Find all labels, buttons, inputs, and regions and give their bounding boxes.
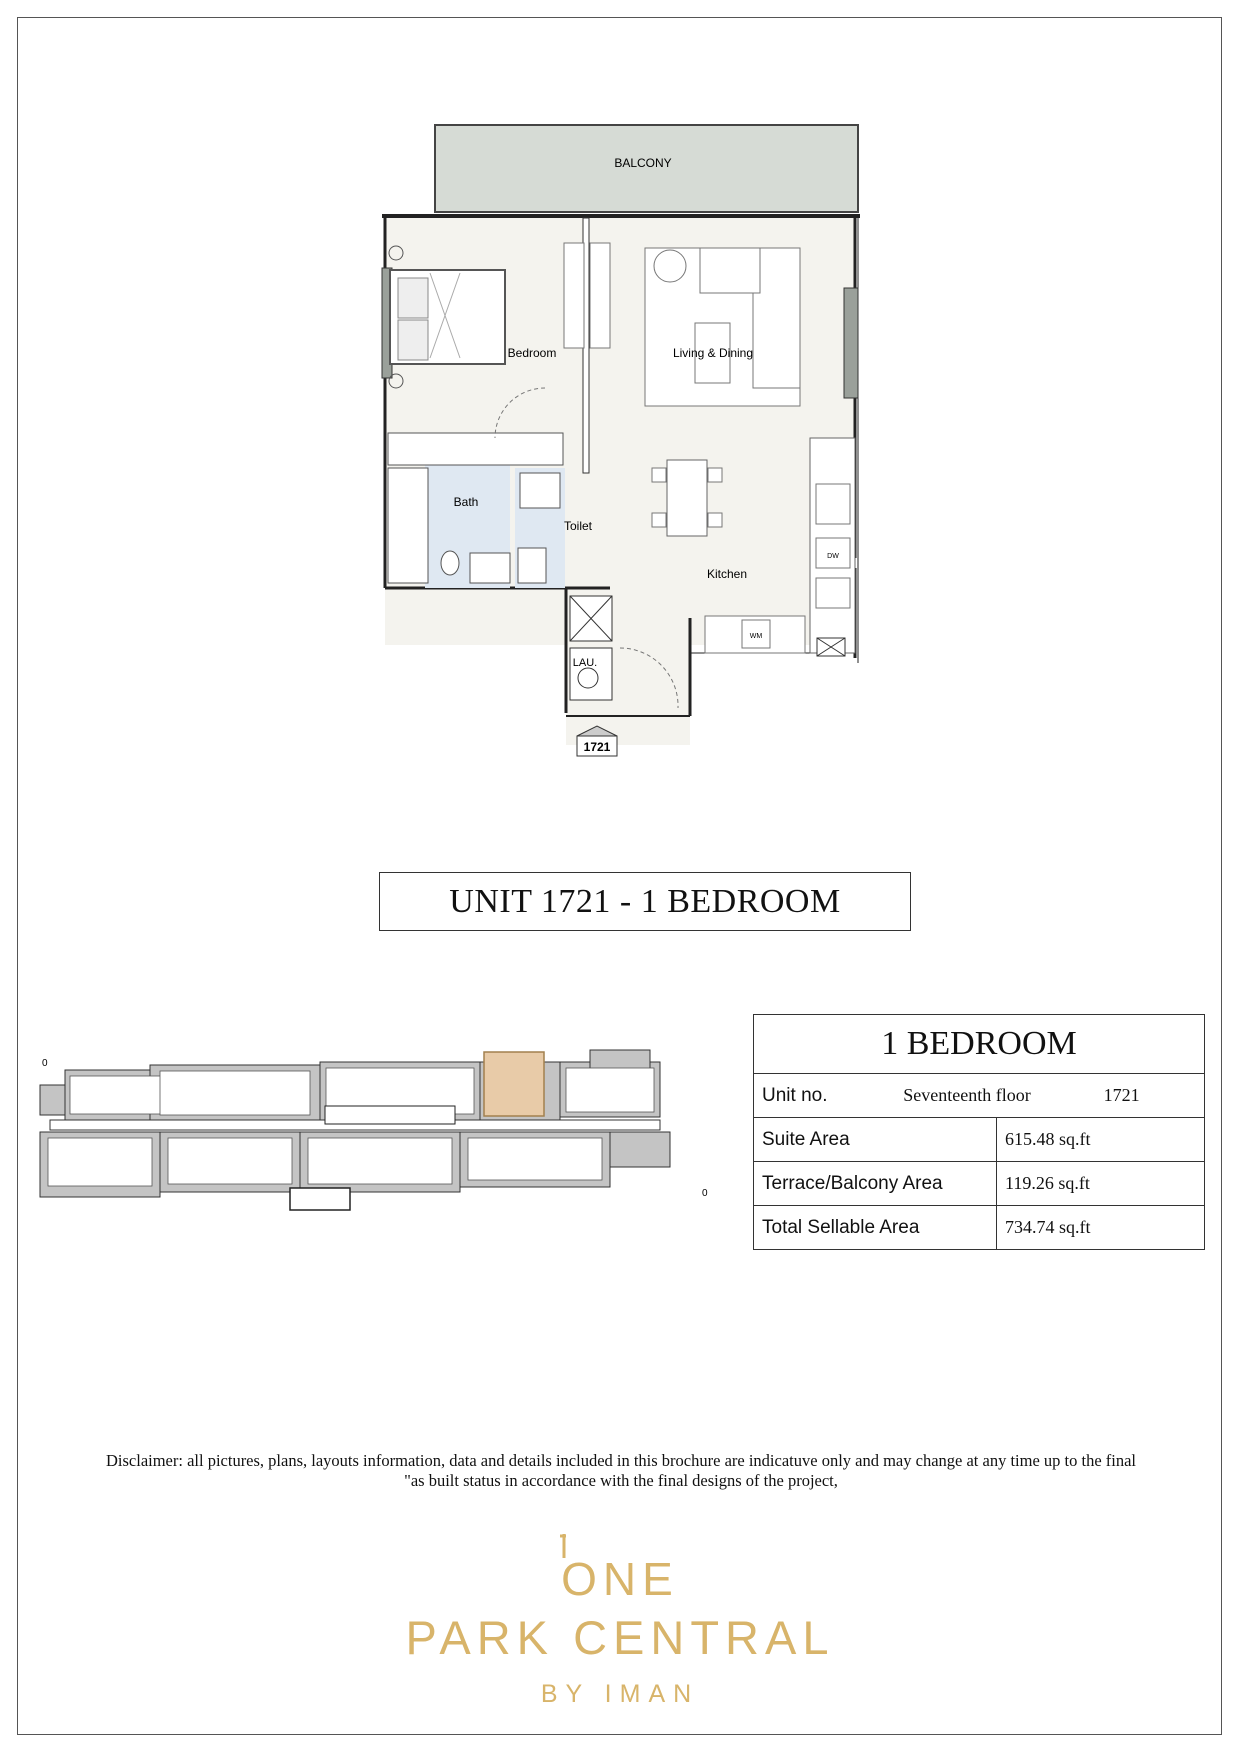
- disclaimer-line-2: "as built status in accordance with the final designs of the project,: [404, 1471, 838, 1490]
- room-label-toilet: Toilet: [563, 519, 593, 533]
- brand-logo: [370, 1520, 870, 1720]
- row-value: 734.74 sq.ft: [997, 1206, 1205, 1250]
- table-row: [754, 1162, 1205, 1206]
- logo-line-2: PARK CENTRAL: [405, 1611, 835, 1664]
- appliance-label-wm: WM: [749, 633, 763, 640]
- entrance-tag-label: 1721: [583, 740, 611, 754]
- row-label: Total Sellable Area: [754, 1206, 997, 1250]
- key-plan: [30, 1040, 720, 1230]
- room-label-bath: Bath: [453, 495, 479, 509]
- floor-value: Seventeenth floor: [903, 1084, 1031, 1105]
- unit-no-label: Unit no.: [762, 1084, 828, 1106]
- row-value: 615.48 sq.ft: [997, 1118, 1205, 1162]
- keyplan-marker-right: 0: [702, 1188, 708, 1199]
- room-label-bedroom: Bedroom: [507, 346, 557, 360]
- row-value: 119.26 sq.ft: [997, 1162, 1205, 1206]
- table-row: [754, 1206, 1205, 1250]
- unit-title: UNIT 1721 - 1 BEDROOM: [379, 872, 911, 931]
- room-label-balcony: BALCONY: [614, 156, 672, 170]
- room-label-laundry: LAU.: [572, 657, 598, 669]
- table-heading: 1 BEDROOM: [754, 1015, 1205, 1074]
- keyplan-marker-left: 0: [42, 1058, 48, 1069]
- disclaimer: [70, 1451, 1172, 1491]
- keyplan-highlight: [484, 1052, 544, 1116]
- table-row: [754, 1118, 1205, 1162]
- unit-row: [754, 1074, 1205, 1118]
- row-label: Suite Area: [754, 1118, 997, 1162]
- logo-line-3: BY IMAN: [540, 1680, 700, 1708]
- dining-table: [667, 460, 707, 536]
- appliance-label-dw: DW: [827, 553, 839, 560]
- floor-plan: [370, 118, 870, 758]
- unit-no-value: 1721: [1103, 1084, 1140, 1105]
- room-label-living: Living & Dining: [672, 346, 754, 360]
- row-label: Terrace/Balcony Area: [754, 1162, 997, 1206]
- area-table: [753, 1014, 1205, 1250]
- room-label-kitchen: Kitchen: [706, 567, 748, 581]
- disclaimer-line-1: Disclaimer: all pictures, plans, layouts information, data and details included in this brochure are indicatuve only and may change at any time up to the final: [105, 1451, 1137, 1470]
- logo-line-1: ONE: [561, 1553, 679, 1605]
